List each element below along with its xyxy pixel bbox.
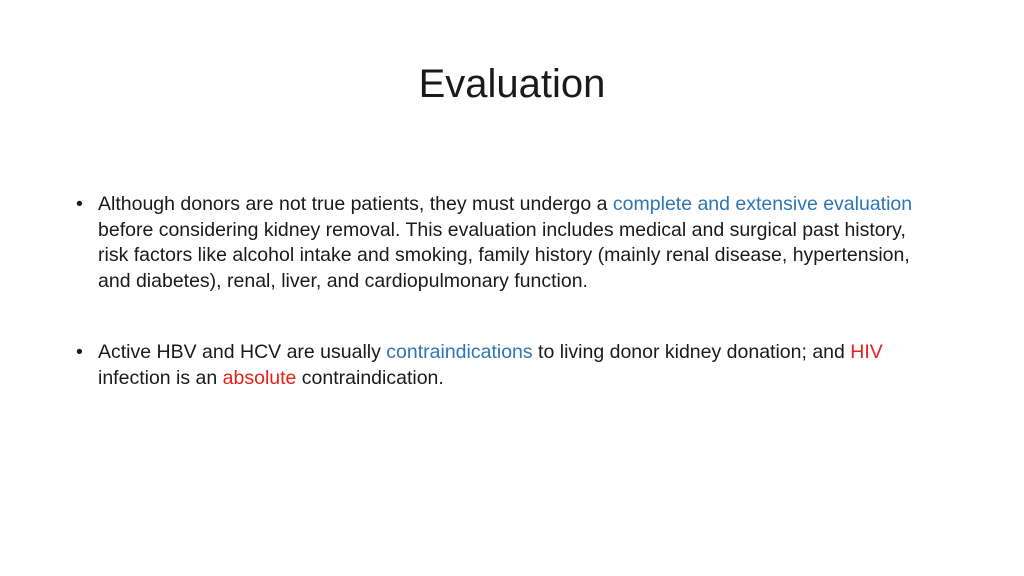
bullet-text-segment: contraindication.	[296, 366, 444, 389]
highlight-blue-text: contraindications	[386, 341, 533, 363]
slide-title: Evaluation	[418, 62, 606, 106]
bullet-text-segment: Although donors are not true patients, they must undergo a	[98, 193, 613, 215]
highlight-red-text: HIV	[850, 341, 883, 363]
bullet-marker: •	[76, 193, 83, 215]
bullet-text-segment: infection is an	[98, 366, 223, 389]
bullet-item	[76, 192, 936, 294]
bullet-marker: •	[76, 341, 83, 363]
bullet-text-segment: before considering kidney removal. This evaluation includes medical and surgical past history, risk factors like alcohol intake and smoking, family history (mainly renal disease, hypertension, and diabetes), renal, liver, and cardiopulmonary function.	[98, 218, 910, 292]
bullet-text-segment: to living donor kidney donation; and	[532, 341, 851, 363]
highlight-red-text: absolute	[222, 366, 297, 389]
bullet-list	[76, 192, 936, 391]
highlight-blue-text: complete and extensive evaluation	[612, 193, 913, 215]
bullet-text-segment: Active HBV and HCV are usually	[98, 341, 387, 363]
bullet-item	[76, 340, 936, 391]
